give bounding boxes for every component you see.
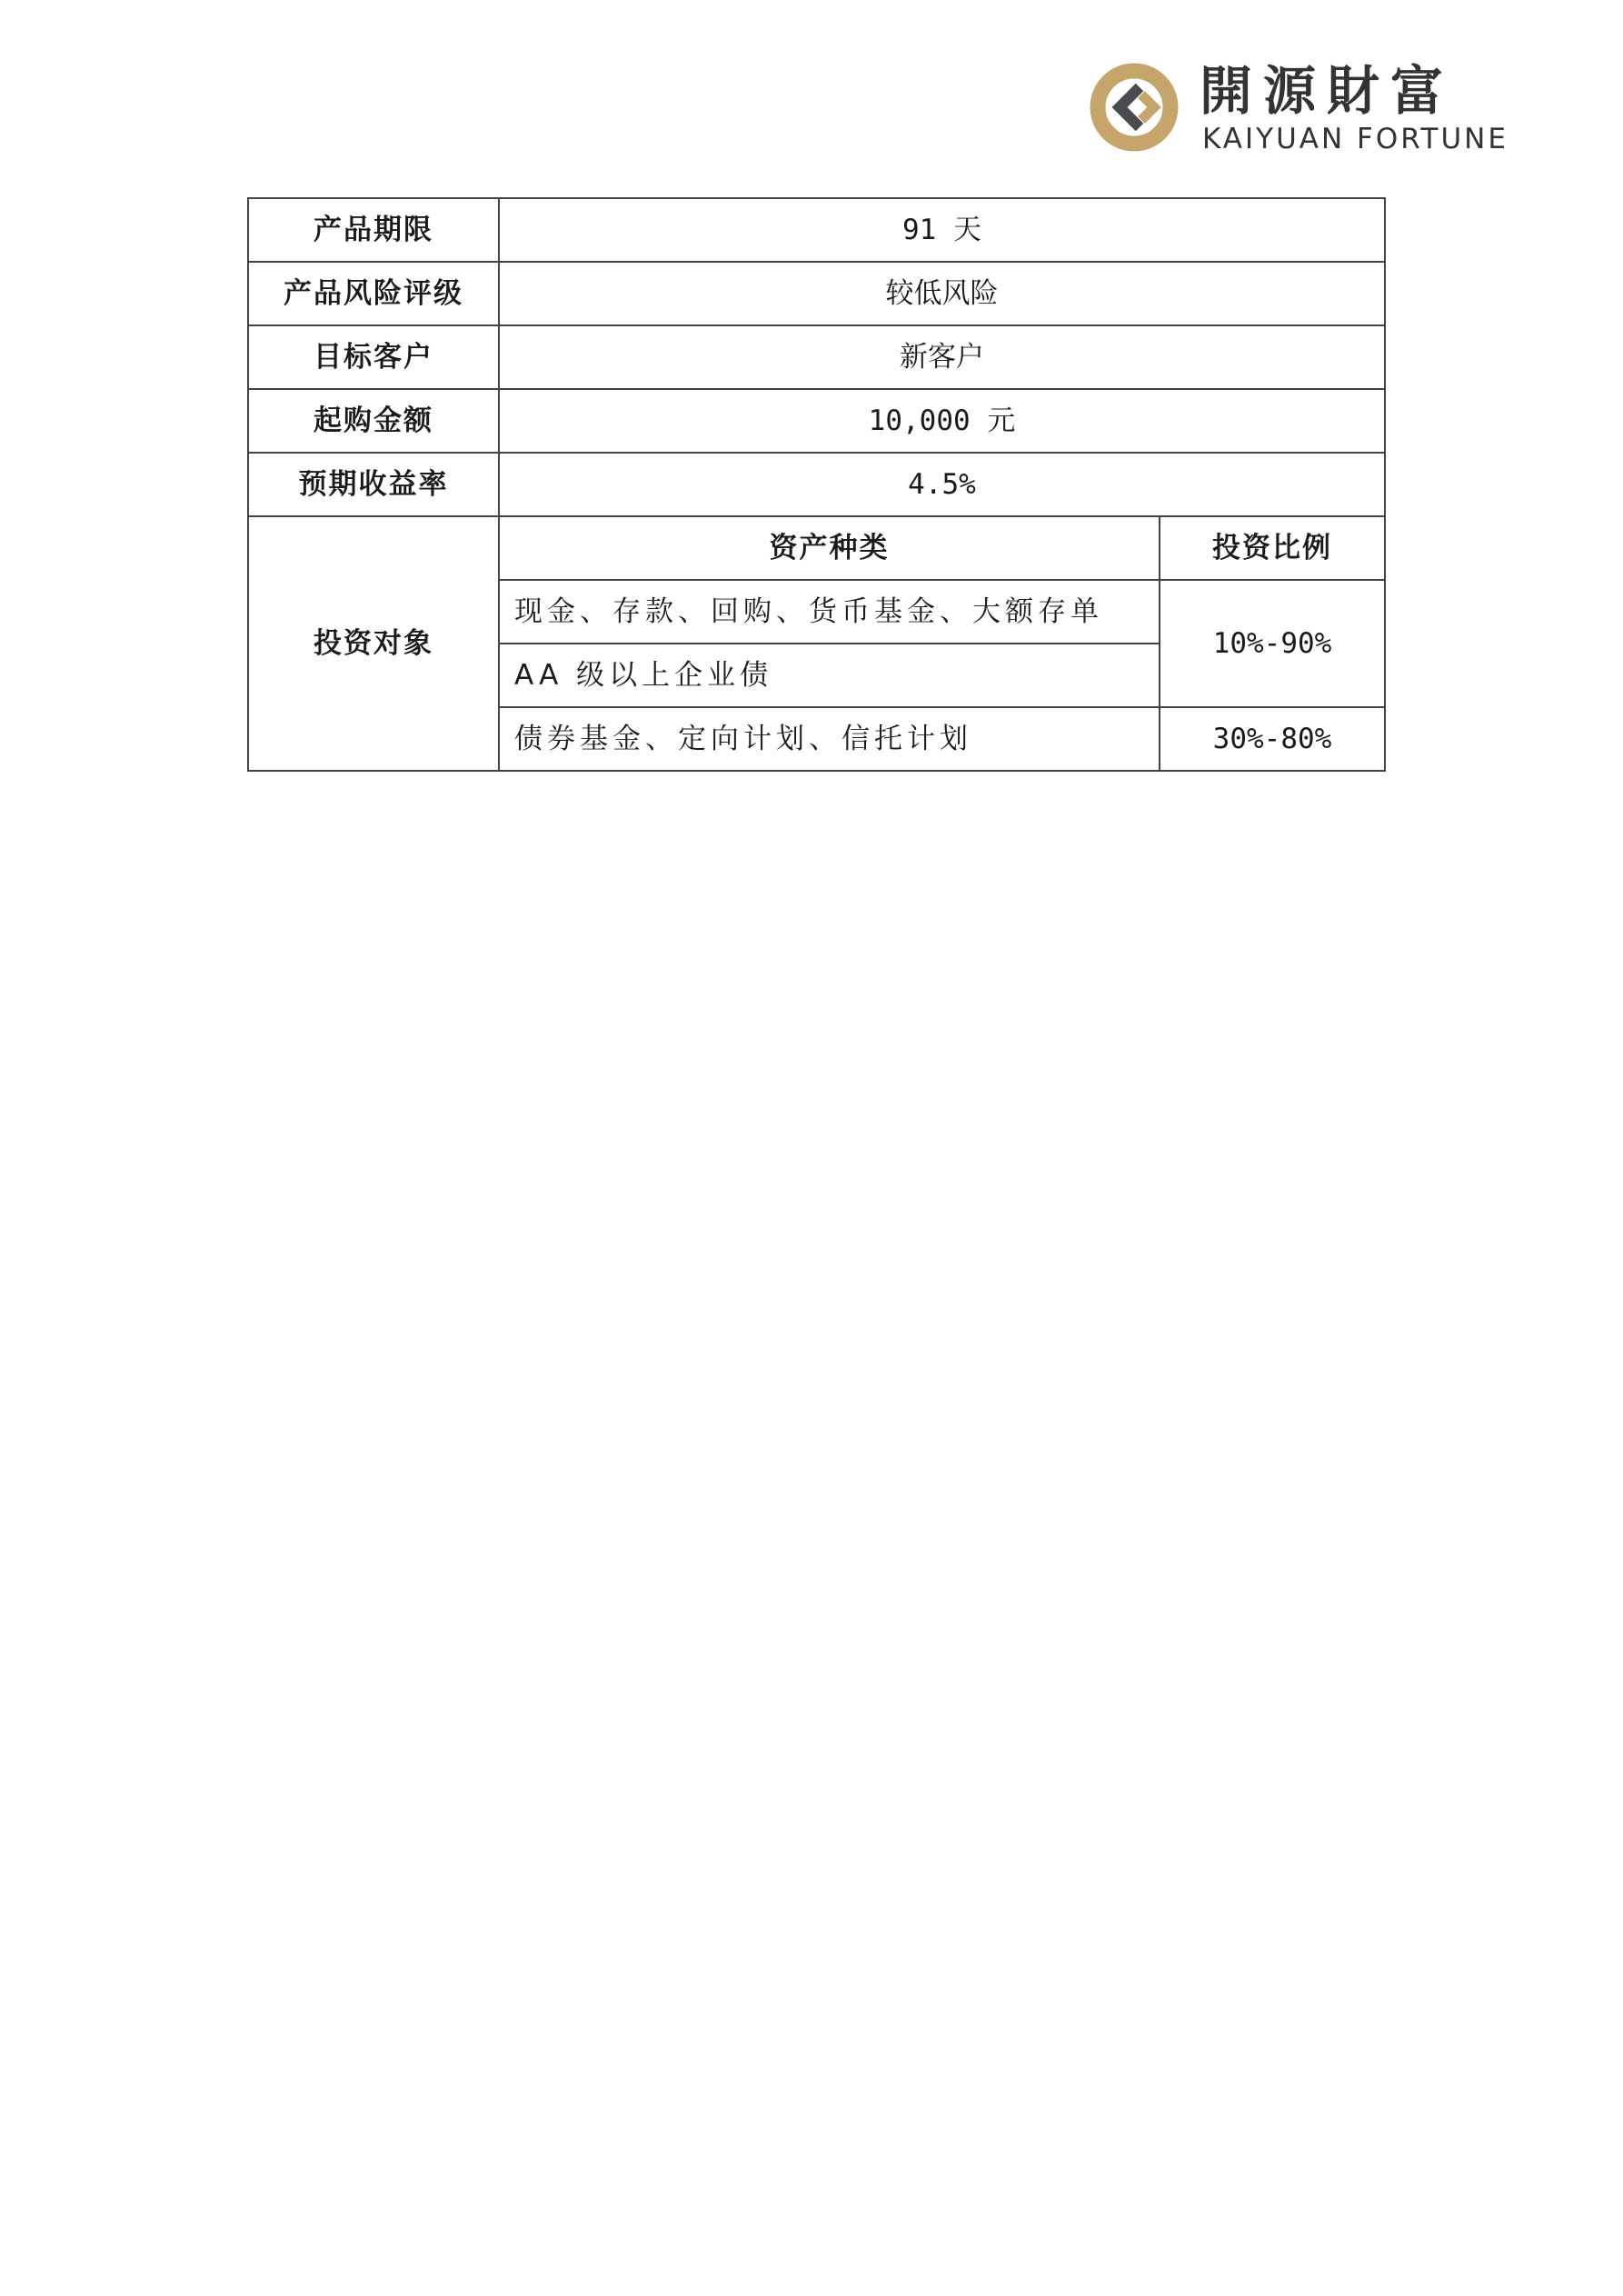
company-logo [1087,58,1508,160]
asset-type-funds-trusts: 债券基金、定向计划、信托计划 [499,707,1160,771]
risk-rating-value: 较低风险 [499,262,1385,325]
minimum-purchase-label: 起购金额 [248,389,499,453]
target-customer-label: 目标客户 [248,325,499,389]
kaiyuan-logo-icon [1087,60,1181,155]
table-row [248,198,1385,262]
product-term-label: 产品期限 [248,198,499,262]
ratio-cash-bonds: 10%-90% [1160,580,1385,707]
investment-ratio-header: 投资比例 [1160,516,1385,580]
logo-chinese-name: 開源財富 [1200,60,1455,122]
logo-chevron-left [1120,87,1140,127]
expected-yield-value: 4.5% [499,453,1385,516]
expected-yield-label: 预期收益率 [248,453,499,516]
logo-english-name: KAIYUAN FORTUNE [1202,123,1508,155]
risk-rating-label: 产品风险评级 [248,262,499,325]
table-row [248,453,1385,516]
asset-type-header: 资产种类 [499,516,1160,580]
minimum-purchase-value: 10,000 元 [499,389,1385,453]
logo-chevron-right [1141,95,1154,120]
table-row [248,516,1385,580]
table-row [248,325,1385,389]
investment-target-label: 投资对象 [248,516,499,771]
target-customer-value: 新客户 [499,325,1385,389]
table-row [248,262,1385,325]
table-row [248,389,1385,453]
product-info-table [247,197,1386,772]
asset-type-cash: 现金、存款、回购、货币基金、大额存单 [499,580,1160,644]
ratio-funds-trusts: 30%-80% [1160,707,1385,771]
asset-type-corporate-bonds: AA 级以上企业债 [499,644,1160,707]
product-term-value: 91 天 [499,198,1385,262]
